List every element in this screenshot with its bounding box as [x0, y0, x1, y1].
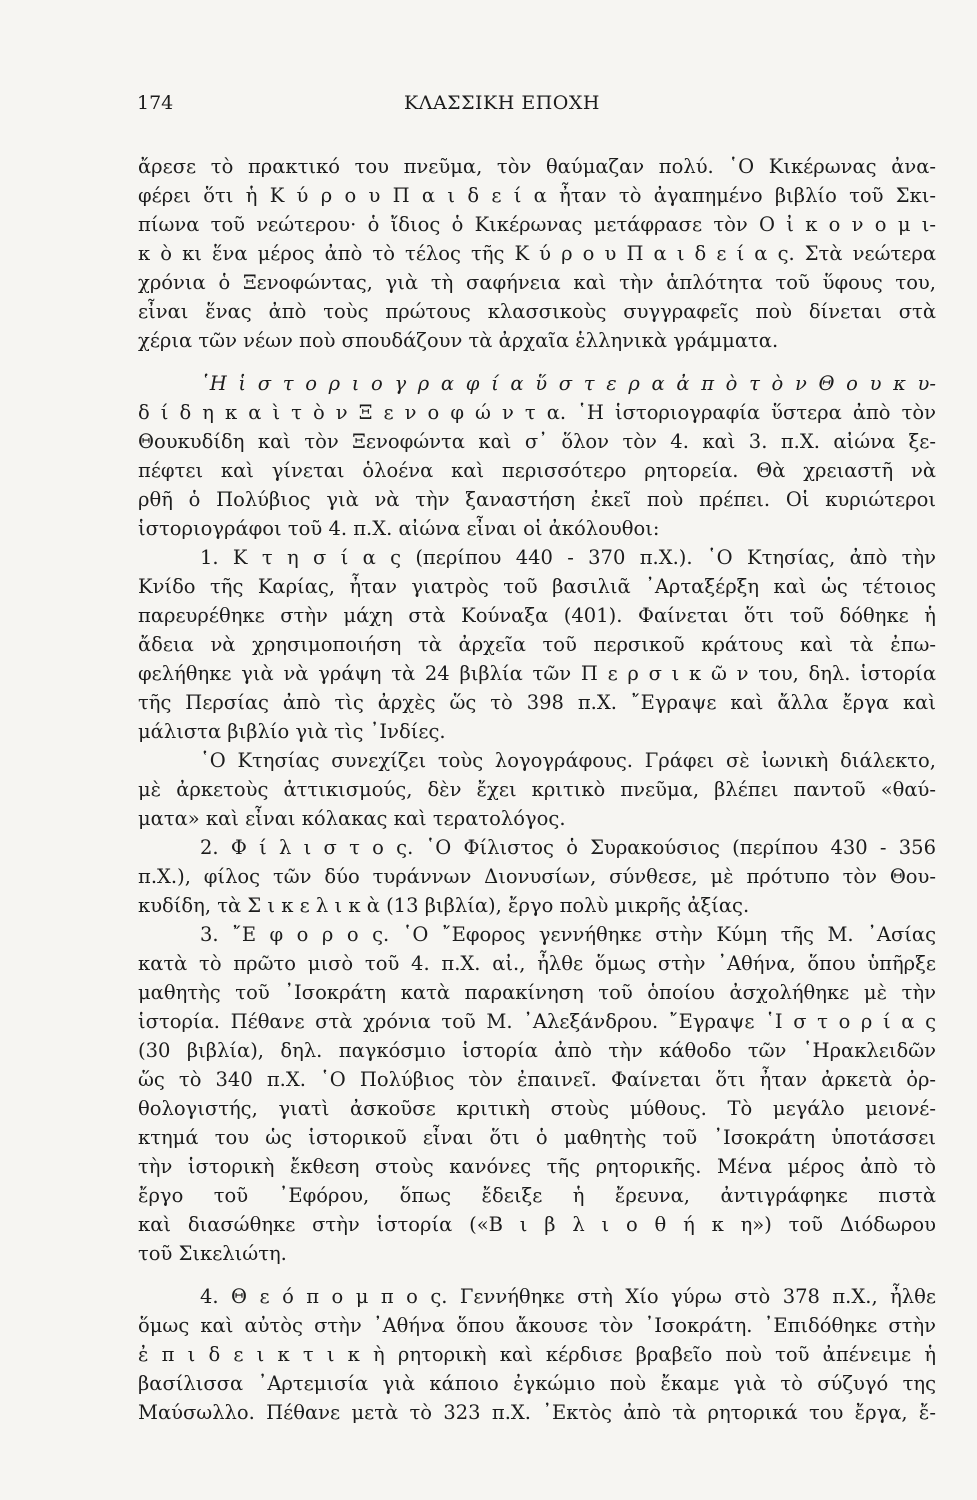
text-line: θολογιστής, γιατὶ ἀσκοῦσε κριτικὴ στοὺς μύθους. Τὸ μεγάλο μειονέ-: [138, 1097, 936, 1120]
text-line: κτημά του ὡς ἱστορικοῦ εἶναι ὅτι ὁ μαθητὴς τοῦ ᾿Ισοκράτη ὑποτάσσει: [138, 1126, 936, 1149]
text-line: τὴν ἱστορικὴ ἔκθεση στοὺς κανόνες τῆς ρητορικῆς. Μένα μέρος ἀπὸ τὸ: [138, 1155, 936, 1178]
text-line: Θουκυδίδη καὶ τὸν Ξενοφώντα καὶ σ᾽ ὅλον τὸν 4. καὶ 3. π.Χ. αἰώνα ξε-: [138, 430, 936, 453]
list-item-line: 4. Θ ε ό π ο μ π ο ς. Γεννήθηκε στὴ Χίο γύρω στὸ 378 π.Χ., ἦλθε: [200, 1285, 936, 1308]
text-line: ἱστορία. Πέθανε στὰ χρόνια τοῦ Μ. ᾿Αλεξάνδρου. ῎Εγραψε ῾Ι σ τ ο ρ ί α ς: [138, 1010, 936, 1033]
running-title: ΚΛΑΣΣΙΚΗ ΕΠΟΧΗ: [404, 92, 600, 114]
page-number: 174: [137, 92, 174, 114]
text-line: π.Χ.), φίλος τῶν δύο τυράννων Διονυσίων, σύνθεσε, μὲ πρότυπο τὸν Θου-: [138, 865, 936, 888]
list-item-line: 2. Φ ί λ ι σ τ ο ς. ῾Ο Φίλιστος ὁ Συρακούσιος (περίπου 430 - 356: [200, 836, 936, 859]
text-line: χέρια τῶν νέων ποὺ σπουδάζουν τὰ ἀρχαῖα ἑλληνικὰ γράμματα.: [138, 329, 779, 352]
text-line: εἶναι ἕνας ἀπὸ τοὺς πρώτους κλασσικοὺς συγγραφεῖς ποὺ δίνεται στὰ: [138, 300, 936, 323]
list-item-line: 3. ῎Ε φ ο ρ ο ς. ῾Ο ῎Εφορος γεννήθηκε στὴν Κύμη τῆς Μ. ᾿Ασίας: [200, 923, 936, 946]
text-line: καὶ διασώθηκε στὴν ἱστορία («Β ι β λ ι ο θ ή κ η») τοῦ Διόδωρου: [138, 1213, 936, 1236]
text-line: μαθητὴς τοῦ ᾿Ισοκράτη κατὰ παρακίνηση τοῦ ὁποίου ἀσχολήθηκε μὲ τὴν: [138, 981, 936, 1004]
text-line: ἐ π ι δ ε ι κ τ ι κ ὴ ρητορικὴ καὶ κέρδισε βραβεῖο ποὺ τοῦ ἀπένειμε ἡ: [138, 1343, 936, 1366]
page-header: [137, 92, 867, 122]
body-text: [138, 152, 936, 1427]
text-line: ὥς τὸ 340 π.Χ. ῾Ο Πολύβιος τὸν ἐπαινεῖ. Φαίνεται ὅτι ἦταν ἀρκετὰ ὀρ-: [138, 1068, 936, 1091]
text-line: μάλιστα βιβλίο γιὰ τὶς ᾿Ινδίες.: [138, 720, 446, 743]
text-line: Κνίδο τῆς Καρίας, ἦταν γιατρὸς τοῦ βασιλιᾶ ᾿Αρταξέρξη καὶ ὡς τέτοιος: [138, 575, 936, 598]
list-item-line: 1. Κ τ η σ ί α ς (περίπου 440 - 370 π.Χ.). ῾Ο Κτησίας, ἀπὸ τὴν: [200, 546, 936, 569]
text-line: βασίλισσα ᾿Αρτεμισία γιὰ κάποιο ἐγκώμιο ποὺ ἔκαμε γιὰ τὸ σύζυγό της: [138, 1372, 936, 1395]
text-line: τοῦ Σικελιώτη.: [138, 1242, 287, 1265]
text-line: χρόνια ὁ Ξενοφώντας, γιὰ τὴ σαφήνεια καὶ τὴν ἁπλότητα τοῦ ὕφους του,: [138, 271, 936, 294]
text-line: πίωνα τοῦ νεώτερου· ὁ ἴδιος ὁ Κικέρωνας μετάφρασε τὸν Ο ἰ κ ο ν ο μ ι-: [138, 213, 936, 236]
text-line: ἱστοριογράφοι τοῦ 4. π.Χ. αἰώνα εἶναι οἱ ἀκόλουθοι:: [138, 517, 660, 540]
text-line: ὅμως καὶ αὐτὸς στὴν ᾿Αθήνα ὅπου ἄκουσε τὸν ᾿Ισοκράτη. ᾿Επιδόθηκε στὴν: [138, 1314, 936, 1337]
text-line: ἄδεια νὰ χρησιμοποιήση τὰ ἀρχεῖα τοῦ περσικοῦ κράτους καὶ τὰ ἐπω-: [138, 633, 936, 656]
text-line: κατὰ τὸ πρῶτο μισὸ τοῦ 4. π.Χ. αἰ., ἦλθε ὅμως στὴν ᾿Αθήνα, ὅπου ὑπῆρξε: [138, 952, 936, 975]
text-line: ῾Ο Κτησίας συνεχίζει τοὺς λογογράφους. Γράφει σὲ ἰωνικὴ διάλεκτο,: [200, 749, 936, 772]
text-line: (30 βιβλία), δηλ. παγκόσμιο ἱστορία ἀπὸ τὴν κάθοδο τῶν ῾Ηρακλειδῶν: [138, 1039, 936, 1062]
text-line: κυδίδη, τὰ Σ ι κ ε λ ι κ ὰ (13 βιβλία), ἔργο πολὺ μικρῆς ἀξίας.: [138, 894, 750, 917]
text-line: πέφτει καὶ γίνεται ὁλοένα καὶ περισσότερο ρητορεία. Θὰ χρειαστῆ νὰ: [138, 459, 936, 482]
text-line: κ ὸ κι ἕνα μέρος ἀπὸ τὸ τέλος τῆς Κ ύ ρ ο υ Π α ι δ ε ί α ς. Στὰ νεώτερα: [138, 242, 936, 265]
text-line: ἔργο τοῦ ᾿Εφόρου, ὅπως ἔδειξε ἡ ἔρευνα, ἀντιγράφηκε πιστὰ: [138, 1184, 936, 1207]
text-line: ματα» καὶ εἶναι κόλακας καὶ τερατολόγος.: [138, 807, 566, 830]
section-heading-line: ῾Η ἱ σ τ ο ρ ι ο γ ρ α φ ί α ὕ σ τ ε ρ α ἀ π ὸ τ ὸ ν Θ ο υ κ υ-: [200, 372, 936, 395]
text-line: Μαύσωλλο. Πέθανε μετὰ τὸ 323 π.Χ. ᾿Εκτὸς ἀπὸ τὰ ρητορικά του ἔργα, ἔ-: [138, 1401, 936, 1424]
text-line: ἄρεσε τὸ πρακτικό του πνεῦμα, τὸν θαύμαζαν πολύ. ῾Ο Κικέρωνας ἀνα-: [138, 155, 936, 178]
text-line: τῆς Περσίας ἀπὸ τὶς ἀρχὲς ὥς τὸ 398 π.Χ. ῎Εγραψε καὶ ἄλλα ἔργα καὶ: [138, 691, 936, 714]
text-line: μὲ ἀρκετοὺς ἀττικισμούς, δὲν ἔχει κριτικὸ πνεῦμα, βλέπει παντοῦ «θαύ-: [138, 778, 936, 801]
text-line: παρευρέθηκε στὴν μάχη στὰ Κούναξα (401). Φαίνεται ὅτι τοῦ δόθηκε ἡ: [138, 604, 936, 627]
text-line: δ ί δ η κ α ὶ τ ὸ ν Ξ ε ν ο φ ώ ν τ α. ῾Η ἱστοριογραφία ὕστερα ἀπὸ τὸν: [138, 401, 936, 424]
text-line: ρθῆ ὁ Πολύβιος γιὰ νὰ τὴν ξαναστήση ἐκεῖ ποὺ πρέπει. Οἱ κυριώτεροι: [138, 488, 936, 511]
text-line: φελήθηκε γιὰ νὰ γράψη τὰ 24 βιβλία τῶν Π ε ρ σ ι κ ῶ ν του, δηλ. ἱστορία: [138, 662, 936, 685]
text-line: φέρει ὅτι ἡ Κ ύ ρ ο υ Π α ι δ ε ί α ἦταν τὸ ἀγαπημένο βιβλίο τοῦ Σκι-: [138, 184, 936, 207]
